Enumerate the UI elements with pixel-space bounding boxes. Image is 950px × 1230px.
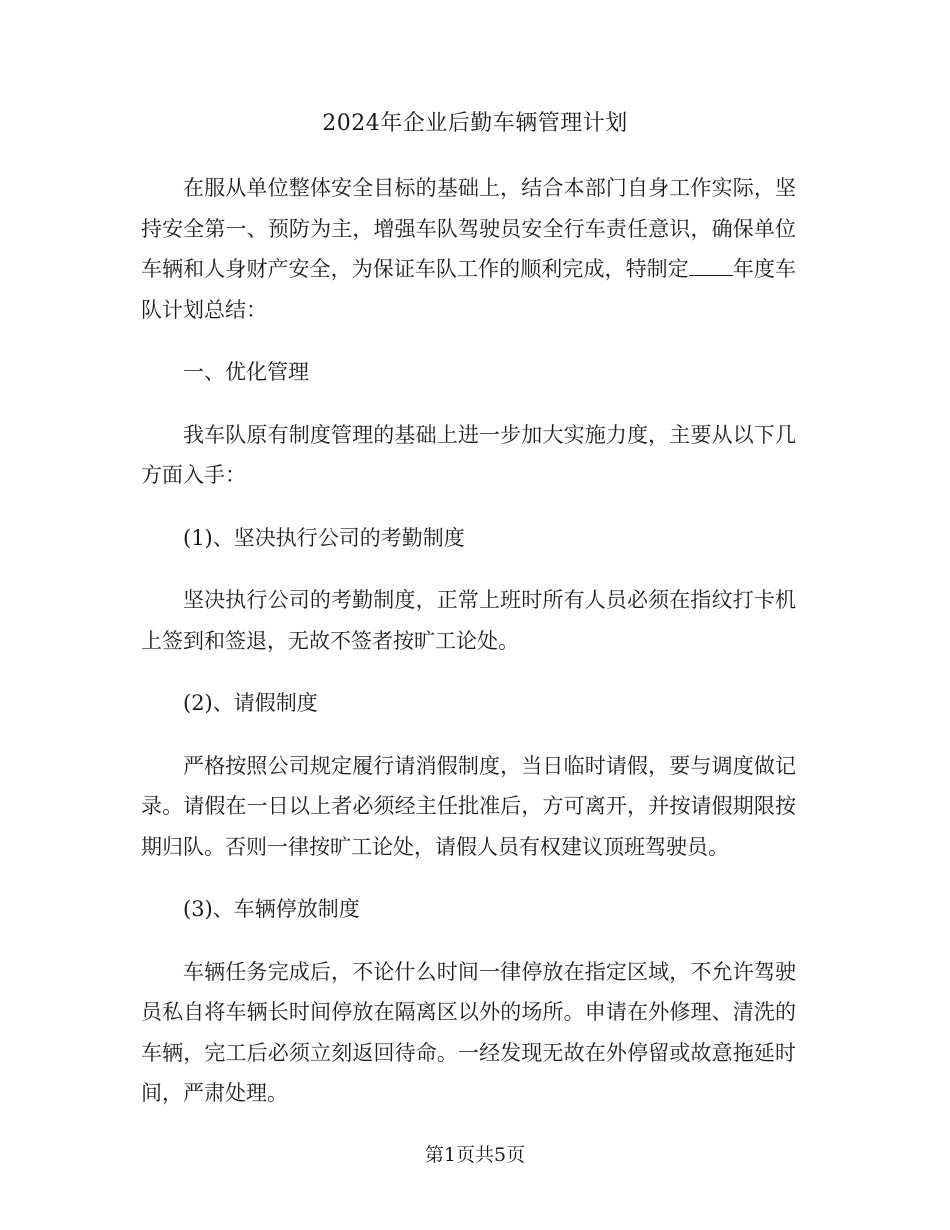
item-heading-1: (1)、坚决执行公司的考勤制度 <box>183 525 465 550</box>
document-title: 2024年企业后勤车辆管理计划 <box>322 111 628 136</box>
section-paragraph-1: 我车队原有制度管理的基础上进一步加大实施力度，主要从以下几方面入手： <box>141 422 796 487</box>
item-heading-2: (2)、请假制度 <box>183 691 318 715</box>
item-paragraph-3: 车辆任务完成后，不论什么时间一律停放在指定区域，不允许驾驶员私自将车辆长时间停放在隔离区以外的场所。申请在外修理、清洗的车辆，完工后必须立刻返回待命。一经发现无故在外停留或故意拖延时间，严肃处理。 <box>141 959 796 1105</box>
item-paragraph-1: 坚决执行公司的考勤制度，正常上班时所有人员必须在指纹打卡机上签到和签退，无故不签者按旷工论处。 <box>141 588 796 653</box>
item-heading-3: (3)、车辆停放制度 <box>183 897 360 921</box>
intro-text-start: 在服从单位整体安全目标的基础上，结合本部门自身工作实际，坚持安全第一、预防为主，增强车队驾驶员安全行车责任意识，确保单位车辆和人身财产安全，为保证车队工作的顺利完成，特制定 <box>141 176 796 281</box>
intro-text-end: 年度车队计划总结： <box>141 257 797 322</box>
section-heading-1: 一、优化管理 <box>183 360 309 384</box>
page-number-footer: 第1页共5页 <box>424 1144 526 1166</box>
document-body <box>141 168 796 1136</box>
fill-in-blank <box>689 253 733 276</box>
item-paragraph-2: 严格按照公司规定履行请消假制度，当日临时请假，要与调度做记录。请假在一日以上者必须经主任批准后，方可离开，并按请假期限按期归队。否则一律按旷工论处，请假人员有权建议顶班驾驶员。 <box>141 753 796 859</box>
intro-paragraph <box>141 168 796 330</box>
